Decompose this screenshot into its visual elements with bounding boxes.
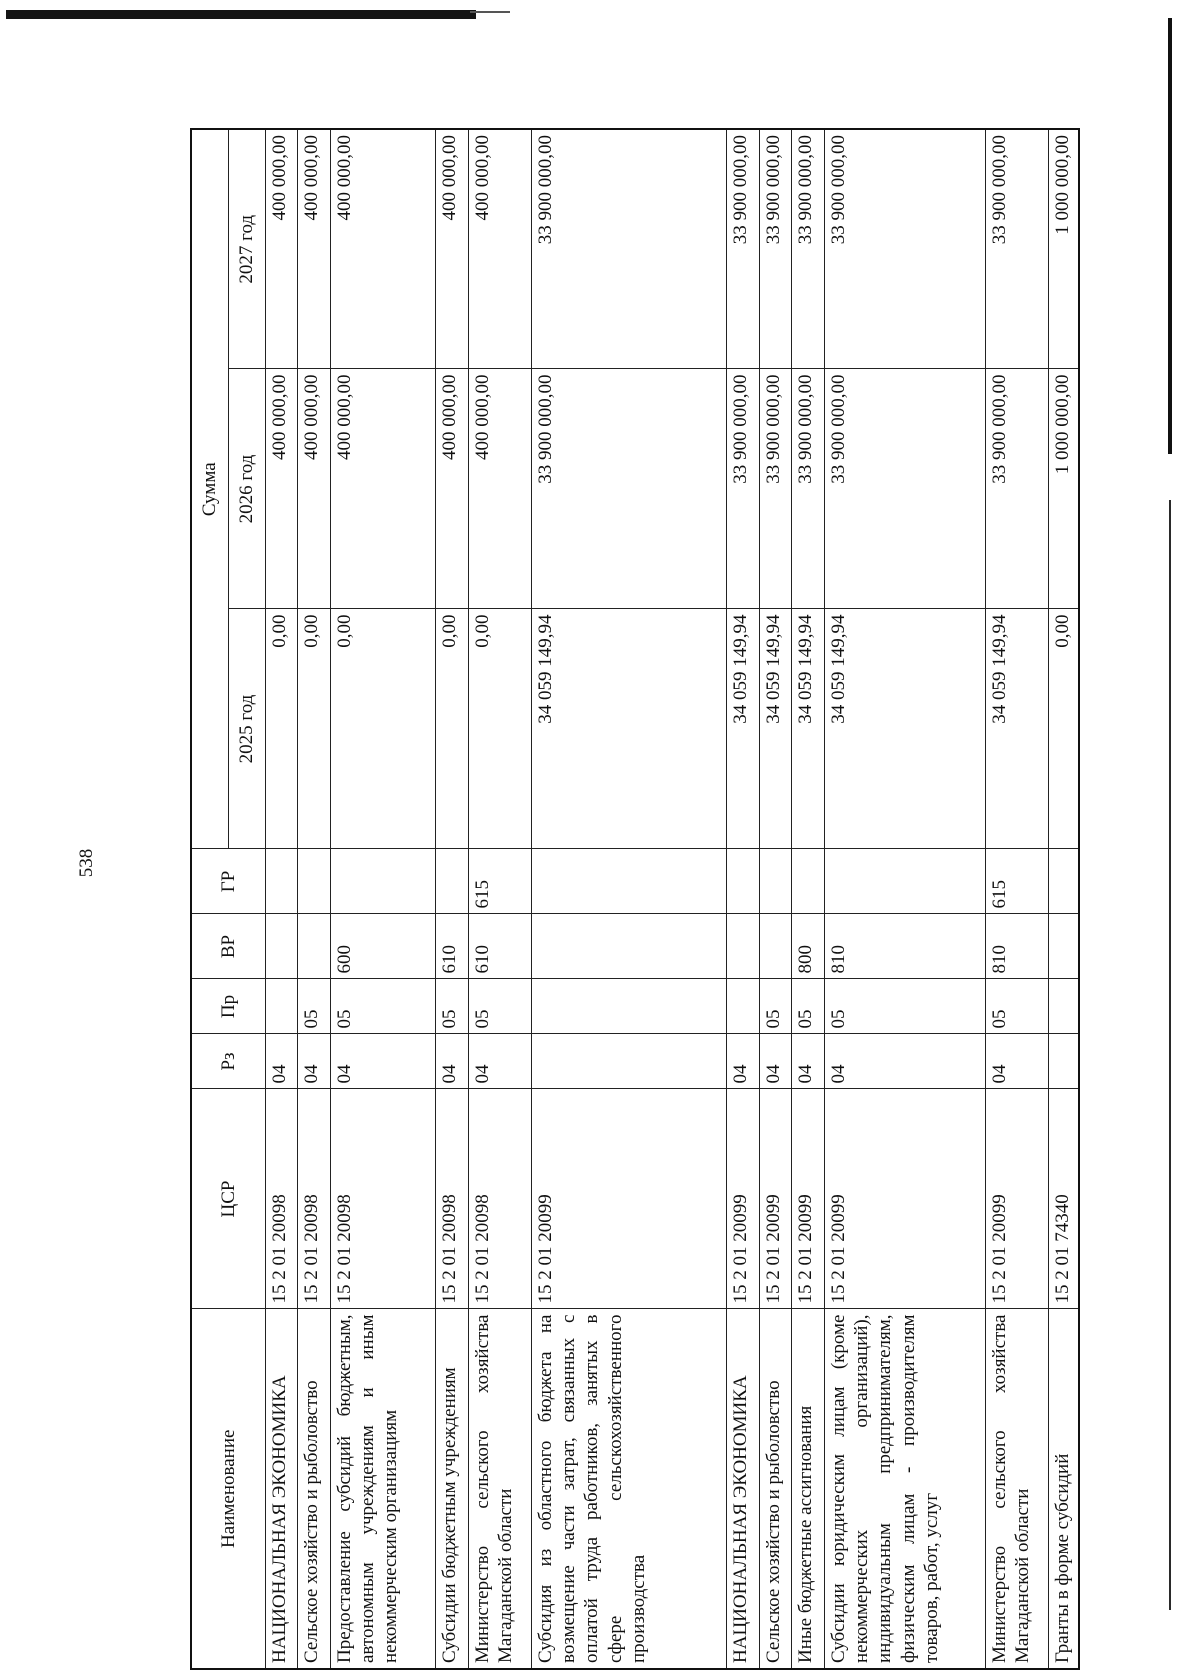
- row-pr: 05: [330, 979, 436, 1034]
- row-vr: [265, 914, 298, 979]
- header-gr: ГР: [191, 849, 265, 914]
- row-pr: 05: [985, 979, 1048, 1034]
- row-gr: 615: [468, 849, 531, 914]
- row-gr: [532, 849, 727, 914]
- row-rz: 04: [436, 1034, 469, 1089]
- row-gr: [330, 849, 436, 914]
- row-gr: [265, 849, 298, 914]
- row-pr: 05: [298, 979, 331, 1034]
- row-pr: 05: [468, 979, 531, 1034]
- row-gr: 615: [985, 849, 1048, 914]
- row-name: НАЦИОНАЛЬНАЯ ЭКОНОМИКА: [265, 1309, 298, 1669]
- row-gr: [298, 849, 331, 914]
- budget-table: [190, 128, 1080, 1670]
- table-row: [330, 129, 436, 1669]
- table-row: [792, 129, 825, 1669]
- table-row: [1048, 129, 1079, 1669]
- row-csr: 15 2 01 20099: [985, 1089, 1048, 1309]
- row-pr: 05: [792, 979, 825, 1034]
- row-csr: 15 2 01 20099: [792, 1089, 825, 1309]
- row-gr: [759, 849, 792, 914]
- row-sum-2026: 400 000,00: [298, 369, 331, 609]
- row-rz: 04: [330, 1034, 436, 1089]
- row-vr: 600: [330, 914, 436, 979]
- row-sum-2027: 33 900 000,00: [985, 129, 1048, 369]
- row-vr: 610: [436, 914, 469, 979]
- table-row: [265, 129, 298, 1669]
- row-sum-2026: 33 900 000,00: [985, 369, 1048, 609]
- row-sum-2027: 33 900 000,00: [532, 129, 727, 369]
- row-sum-2025: 34 059 149,94: [792, 609, 825, 849]
- row-rz: 04: [468, 1034, 531, 1089]
- row-name: Субсидия из областного бюджета на возмещение части затрат, связанных с оплатой труда работников, занятых в сфере сельскохозяйственного производства: [532, 1309, 727, 1669]
- row-csr: 15 2 01 20099: [727, 1089, 760, 1309]
- row-vr: 810: [985, 914, 1048, 979]
- row-name: Субсидии юридическим лицам (кроме некоммерческих организаций), индивидуальным предпринимателям, физическим лицам - производителям товаров, работ, услуг: [825, 1309, 986, 1669]
- row-sum-2027: 400 000,00: [436, 129, 469, 369]
- row-sum-2025: 34 059 149,94: [759, 609, 792, 849]
- header-vr: ВР: [191, 914, 265, 979]
- row-sum-2026: 400 000,00: [468, 369, 531, 609]
- row-sum-2025: 0,00: [265, 609, 298, 849]
- row-sum-2025: 0,00: [1048, 609, 1079, 849]
- table-row: [468, 129, 531, 1669]
- row-sum-2026: 1 000 000,00: [1048, 369, 1079, 609]
- row-vr: [1048, 914, 1079, 979]
- row-name: Предоставление субсидий бюджетным, автономным учреждениям и иным некоммерческим организациям: [330, 1309, 436, 1669]
- row-name: Сельское хозяйство и рыболовство: [759, 1309, 792, 1669]
- row-pr: 05: [825, 979, 986, 1034]
- row-rz: 04: [298, 1034, 331, 1089]
- row-sum-2025: 0,00: [330, 609, 436, 849]
- row-csr: 15 2 01 20099: [825, 1089, 986, 1309]
- row-csr: 15 2 01 20098: [265, 1089, 298, 1309]
- row-rz: 04: [825, 1034, 986, 1089]
- row-pr: [265, 979, 298, 1034]
- row-csr: 15 2 01 20099: [532, 1089, 727, 1309]
- row-sum-2026: 33 900 000,00: [792, 369, 825, 609]
- row-sum-2027: 33 900 000,00: [727, 129, 760, 369]
- table-row: [727, 129, 760, 1669]
- row-sum-2026: 33 900 000,00: [759, 369, 792, 609]
- row-sum-2026: 400 000,00: [330, 369, 436, 609]
- row-sum-2025: 0,00: [468, 609, 531, 849]
- row-name: НАЦИОНАЛЬНАЯ ЭКОНОМИКА: [727, 1309, 760, 1669]
- header-name: Наименование: [191, 1309, 265, 1669]
- row-sum-2027: 400 000,00: [468, 129, 531, 369]
- table-row: [532, 129, 727, 1669]
- row-vr: 610: [468, 914, 531, 979]
- row-sum-2027: 400 000,00: [330, 129, 436, 369]
- row-rz: 04: [727, 1034, 760, 1089]
- header-2025: 2025 год: [228, 609, 265, 849]
- header-2027: 2027 год: [228, 129, 265, 369]
- row-rz: [1048, 1034, 1079, 1089]
- row-gr: [436, 849, 469, 914]
- row-sum-2025: 34 059 149,94: [727, 609, 760, 849]
- header-rz: Рз: [191, 1034, 265, 1089]
- row-pr: [1048, 979, 1079, 1034]
- row-csr: 15 2 01 20098: [330, 1089, 436, 1309]
- row-sum-2025: 34 059 149,94: [825, 609, 986, 849]
- row-rz: 04: [792, 1034, 825, 1089]
- row-pr: 05: [436, 979, 469, 1034]
- row-vr: [532, 914, 727, 979]
- row-csr: 15 2 01 74340: [1048, 1089, 1079, 1309]
- row-rz: [532, 1034, 727, 1089]
- row-sum-2026: 33 900 000,00: [532, 369, 727, 609]
- row-vr: [727, 914, 760, 979]
- table-row: [298, 129, 331, 1669]
- row-pr: [727, 979, 760, 1034]
- row-name: Министерство сельского хозяйства Магаданской области: [985, 1309, 1048, 1669]
- row-gr: [792, 849, 825, 914]
- page-number: 538: [76, 848, 97, 878]
- row-vr: [759, 914, 792, 979]
- header-csr: ЦСР: [191, 1089, 265, 1309]
- table-row: [436, 129, 469, 1669]
- row-sum-2027: 400 000,00: [265, 129, 298, 369]
- row-sum-2025: 34 059 149,94: [532, 609, 727, 849]
- row-name: Министерство сельского хозяйства Магаданской области: [468, 1309, 531, 1669]
- row-gr: [727, 849, 760, 914]
- row-rz: 04: [985, 1034, 1048, 1089]
- header-sum: Сумма: [191, 129, 228, 849]
- scan-artifact-edge: [1168, 18, 1172, 454]
- row-vr: 810: [825, 914, 986, 979]
- row-sum-2026: 400 000,00: [265, 369, 298, 609]
- table-row: [759, 129, 792, 1669]
- row-csr: 15 2 01 20099: [759, 1089, 792, 1309]
- row-sum-2026: 33 900 000,00: [825, 369, 986, 609]
- row-sum-2027: 1 000 000,00: [1048, 129, 1079, 369]
- row-csr: 15 2 01 20098: [436, 1089, 469, 1309]
- row-vr: [298, 914, 331, 979]
- row-gr: [825, 849, 986, 914]
- row-csr: 15 2 01 20098: [468, 1089, 531, 1309]
- row-name: Субсидии бюджетным учреждениям: [436, 1309, 469, 1669]
- row-sum-2027: 33 900 000,00: [825, 129, 986, 369]
- scan-artifact-line: [470, 11, 510, 13]
- row-sum-2027: 400 000,00: [298, 129, 331, 369]
- row-sum-2027: 33 900 000,00: [759, 129, 792, 369]
- row-sum-2026: 33 900 000,00: [727, 369, 760, 609]
- table-row: [825, 129, 986, 1669]
- header-pr: Пр: [191, 979, 265, 1034]
- row-pr: 05: [759, 979, 792, 1034]
- row-name: Сельское хозяйство и рыболовство: [298, 1309, 331, 1669]
- table-body: [265, 129, 1079, 1669]
- row-pr: [532, 979, 727, 1034]
- scan-artifact-edge-lower: [1169, 500, 1171, 1610]
- row-name: Иные бюджетные ассигнования: [792, 1309, 825, 1669]
- header-2026: 2026 год: [228, 369, 265, 609]
- row-rz: 04: [265, 1034, 298, 1089]
- row-vr: 800: [792, 914, 825, 979]
- row-sum-2025: 0,00: [298, 609, 331, 849]
- row-csr: 15 2 01 20098: [298, 1089, 331, 1309]
- table-row: [985, 129, 1048, 1669]
- row-name: Гранты в форме субсидий: [1048, 1309, 1079, 1669]
- row-gr: [1048, 849, 1079, 914]
- row-sum-2026: 400 000,00: [436, 369, 469, 609]
- row-sum-2025: 0,00: [436, 609, 469, 849]
- row-sum-2025: 34 059 149,94: [985, 609, 1048, 849]
- rotated-table-container: [190, 130, 1080, 1670]
- scan-artifact-bar: [6, 10, 476, 19]
- row-sum-2027: 33 900 000,00: [792, 129, 825, 369]
- row-rz: 04: [759, 1034, 792, 1089]
